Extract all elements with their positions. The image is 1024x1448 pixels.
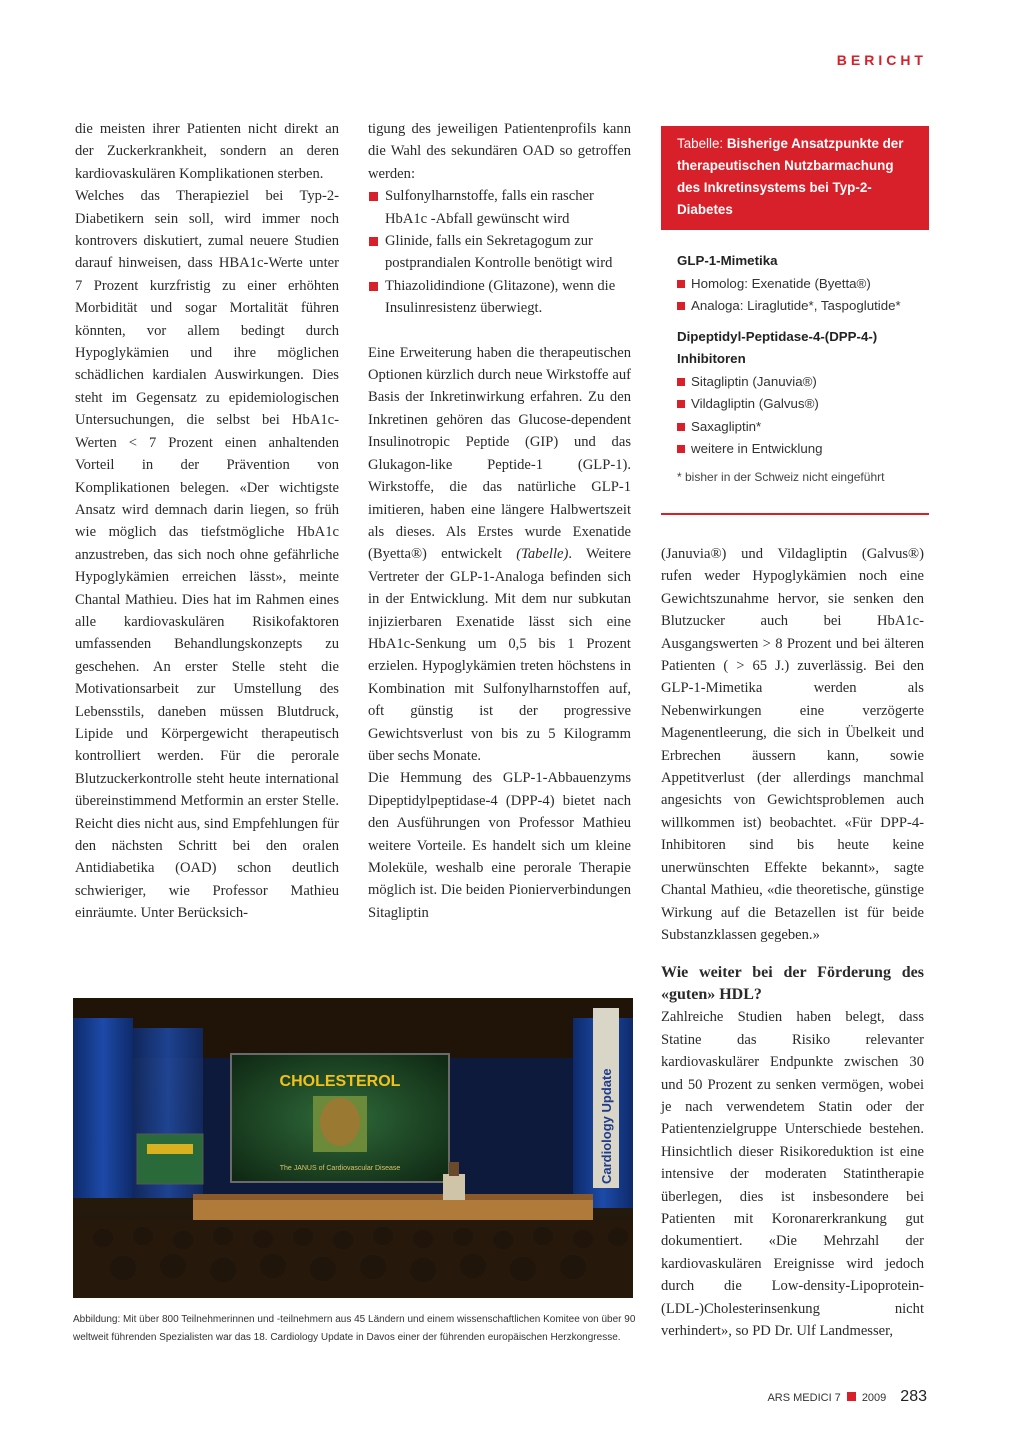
text-column-1: [75, 118, 339, 925]
paragraph: Die Hemmung des GLP-1-Abbauenzyms Dipeptidylpeptidase-4 (DPP-4) bietet nach den Ausführungen von Professor Mathieu weitere Vorteile. Es handelt sich um kleine Moleküle, weshalb eine perorale Therapie möglich ist. Die beiden Pionierverbindungen Sitagliptin: [368, 770, 631, 921]
issue-year: 2009: [861, 1392, 887, 1404]
list-item: Thiazolidindione (Glitazone), wenn die Insulinresistenz überwiegt.: [368, 275, 631, 320]
paragraph: Welches das Therapieziel bei Typ-2-Diabetikern sein soll, wird immer noch kontrovers diskutiert, zumal neuere Studien darauf hinweisen, dass HBA1c-Werte unter 7 Prozent kurzfristig zu einer erhöhten Morbidität und sogar Mortalität führen könnten, vor allem bedingt durch Hypoglykämien und ihre möglichen schädlichen kardialen Auswirkungen. Dies steht im Gegensatz zu epidemiologischen Untersuchungen, die selbst bei HbA1c-Werten < 7 Prozent einen anhaltenden Vorteil in der Prävention von Komplikationen belegen. «Der wichtigste Ansatz wird demnach darin liegen, so früh wie möglich das tiefstmögliche HbA1c anzustreben, das sich noch ohne gefährliche Hypoglykämien erreichen lässt», meinte Chantal Mathieu. Dies hat im Rahmen eines alle kardiovaskulären Risikofaktoren umfassenden Behandlungskonzepts zu geschehen. An erster Stelle steht die Motivationsarbeit zur Umstellung des Lebensstils, daneben müssen Blutdruck, Lipide und Körpergewicht therapeutisch kontrolliert werden. Für die perorale Blutzuckerkontrolle steht heute international übereinstimmend Metformin an erster Stelle. Reicht dies nicht aus, sind Empfehlungen für den nächsten Schritt bei den oralen Antidiabetika (OAD) schon deutlich schwieriger, wie Professor Mathieu einräumte. Unter Berücksich-: [75, 188, 339, 922]
screen-subtitle: The JANUS of Cardiovascular Disease: [279, 1165, 401, 1172]
photo-caption: Abbildung: Mit über 800 Teilnehmerinnen und -teilnehmern aus 45 Ländern und einem wissenschaftlichen Komitee von über 90 weltweit führenden Spezialisten war das 18. Cardiology Update in Davos einer der führenden europäischen Herzkongresse.: [73, 1314, 636, 1343]
banner-text: Cardiology Update: [599, 1068, 614, 1184]
paragraph: tigung des jeweiligen Patientenprofils kann die Wahl des sekundären OAD so getroffen werden:: [368, 121, 631, 182]
section-label: BERICHT: [836, 52, 927, 68]
screen-title: CHOLESTEROL: [279, 1073, 401, 1090]
list-item: Homolog: Exenatide (Byetta®): [677, 273, 923, 296]
table-label: Tabelle:: [677, 136, 727, 151]
list-item: weitere in Entwicklung: [677, 438, 923, 461]
table-body: [661, 230, 929, 496]
table-divider: [661, 513, 929, 515]
group-title: GLP-1-Mimetika: [677, 253, 778, 268]
table-title: Bisherige Ansatzpunkte der therapeutischen Nutzbarmachung des Inkretinsystems bei Typ-2-Diabetes: [677, 136, 904, 217]
text-column-3: [661, 543, 924, 1342]
stage: [193, 1198, 593, 1220]
list-item: Sitagliptin (Januvia®): [677, 371, 923, 394]
table-header: [661, 126, 929, 230]
list-item: Vildagliptin (Galvus®): [677, 393, 923, 416]
paragraph: (Januvia®) und Vildagliptin (Galvus®) rufen weder Hypoglykämien noch eine Gewichtszunahme hervor, sie senken den Blutzucker auch bei HbA1c-Ausgangswerten > 8 Prozent und bei älteren Patienten ( > 65 J.) zuverlässig. Bei den GLP-1-Mimetika werden als Nebenwirkungen eine verzögerte Magenentleerung, die sich in Übelkeit und Erbrechen äussern kann, sowie Appetitverlust (der allerdings manchmal angesichts von Gewichtsproblemen auch willkommen ist) beobachtet. «Für DPP-4-Inhibitoren sind bis heute keine unerwünschten Effekte bekannt», sagte Chantal Mathieu, «die theoretische, günstige Wirkung auf die Betazellen ist für beide Substanzklassen gegeben.»: [661, 546, 924, 943]
conference-photo: [73, 998, 633, 1298]
subheading: Wie weiter bei der Förderung des «guten» HDL?: [661, 964, 924, 1004]
list-item: Sulfonylharnstoffe, falls ein rascher HbA1c -Abfall gewünscht wird: [368, 185, 631, 230]
text-column-2: [368, 118, 631, 924]
table-footnote: * bisher in der Schweiz nicht eingeführt: [677, 469, 885, 484]
paragraph: Eine Erweiterung haben die therapeutischen Optionen kürzlich durch neue Wirkstoffe auf Basis der Inkretinwirkung erfahren. Zu den Inkretinen gehören das Glucose-dependent Insulinotropic Peptide (GIP) und das Glukagon-like Peptide-1 (GLP-1). Wirkstoffe, die das natürliche GLP-1 imitieren, haben eine längere Halbwertszeit als dieses. Als Erstes wurde Exenatide (Byetta®) entwickelt (Tabelle). Weitere Vertreter der GLP-1-Analoga befinden sich in der Entwicklung. Mit dem nur subkutan injizierbaren Exenatide lässt sich eine HbA1c-Senkung um 0,5 bis 1 Prozent erzielen. Hypoglykämien treten höchstens in Kombination mit Sulfonylharnstoffen auf, oft günstig ist der progressive Gewichtsverlust von bis zu 5 Kilogramm über sechs Monate.: [368, 344, 632, 764]
projection-screen-side: [137, 1134, 203, 1184]
list-item: Saxagliptin*: [677, 416, 923, 439]
paragraph: Zahlreiche Studien haben belegt, dass Statine das Risiko relevanter kardiovaskulärer Endpunkte zwischen 30 und 50 Prozent zu senken vermögen, wobei je nach verwendetem Statin oder der Patientenzielgruppe Unterschiede bestehen. Hinsichtlich dieser Risikoreduktion ist eine intensive der moderaten Statintherapie überlegen, dies ist insbesondere bei Patienten mit Koronarerkrankung gut dokumentiert. «Die Mehrzahl der kardiovaskulären Ereignisse wird jedoch durch die Low-density-Lipoprotein-(LDL-)Cholesterinsenkung nicht verhindert», so PD Dr. Ulf Landmesser,: [661, 1009, 924, 1339]
page-number: 283: [900, 1388, 927, 1405]
paragraph: die meisten ihrer Patienten nicht direkt an der Zuckerkrankheit, sondern an deren kardiovaskulären Komplikationen sterben.: [75, 121, 339, 182]
page-footer: [767, 1388, 927, 1406]
oad-list: [368, 185, 631, 319]
list-item: Glinide, falls ein Sekretagogum zur postprandialen Kontrolle benötigt wird: [368, 230, 631, 275]
journal-name: ARS MEDICI 7: [767, 1392, 841, 1404]
separator-square-icon: [847, 1392, 856, 1401]
group-list: [677, 371, 923, 461]
list-item: Analoga: Liraglutide*, Taspoglutide*: [677, 295, 923, 318]
inkretin-table: [661, 126, 929, 496]
banner: [593, 1008, 619, 1188]
group-title: Dipeptidyl-Peptidase-4-(DPP-4-) Inhibitoren: [677, 328, 878, 366]
group-list: [677, 273, 923, 318]
table-reference: (Tabelle): [516, 546, 569, 563]
